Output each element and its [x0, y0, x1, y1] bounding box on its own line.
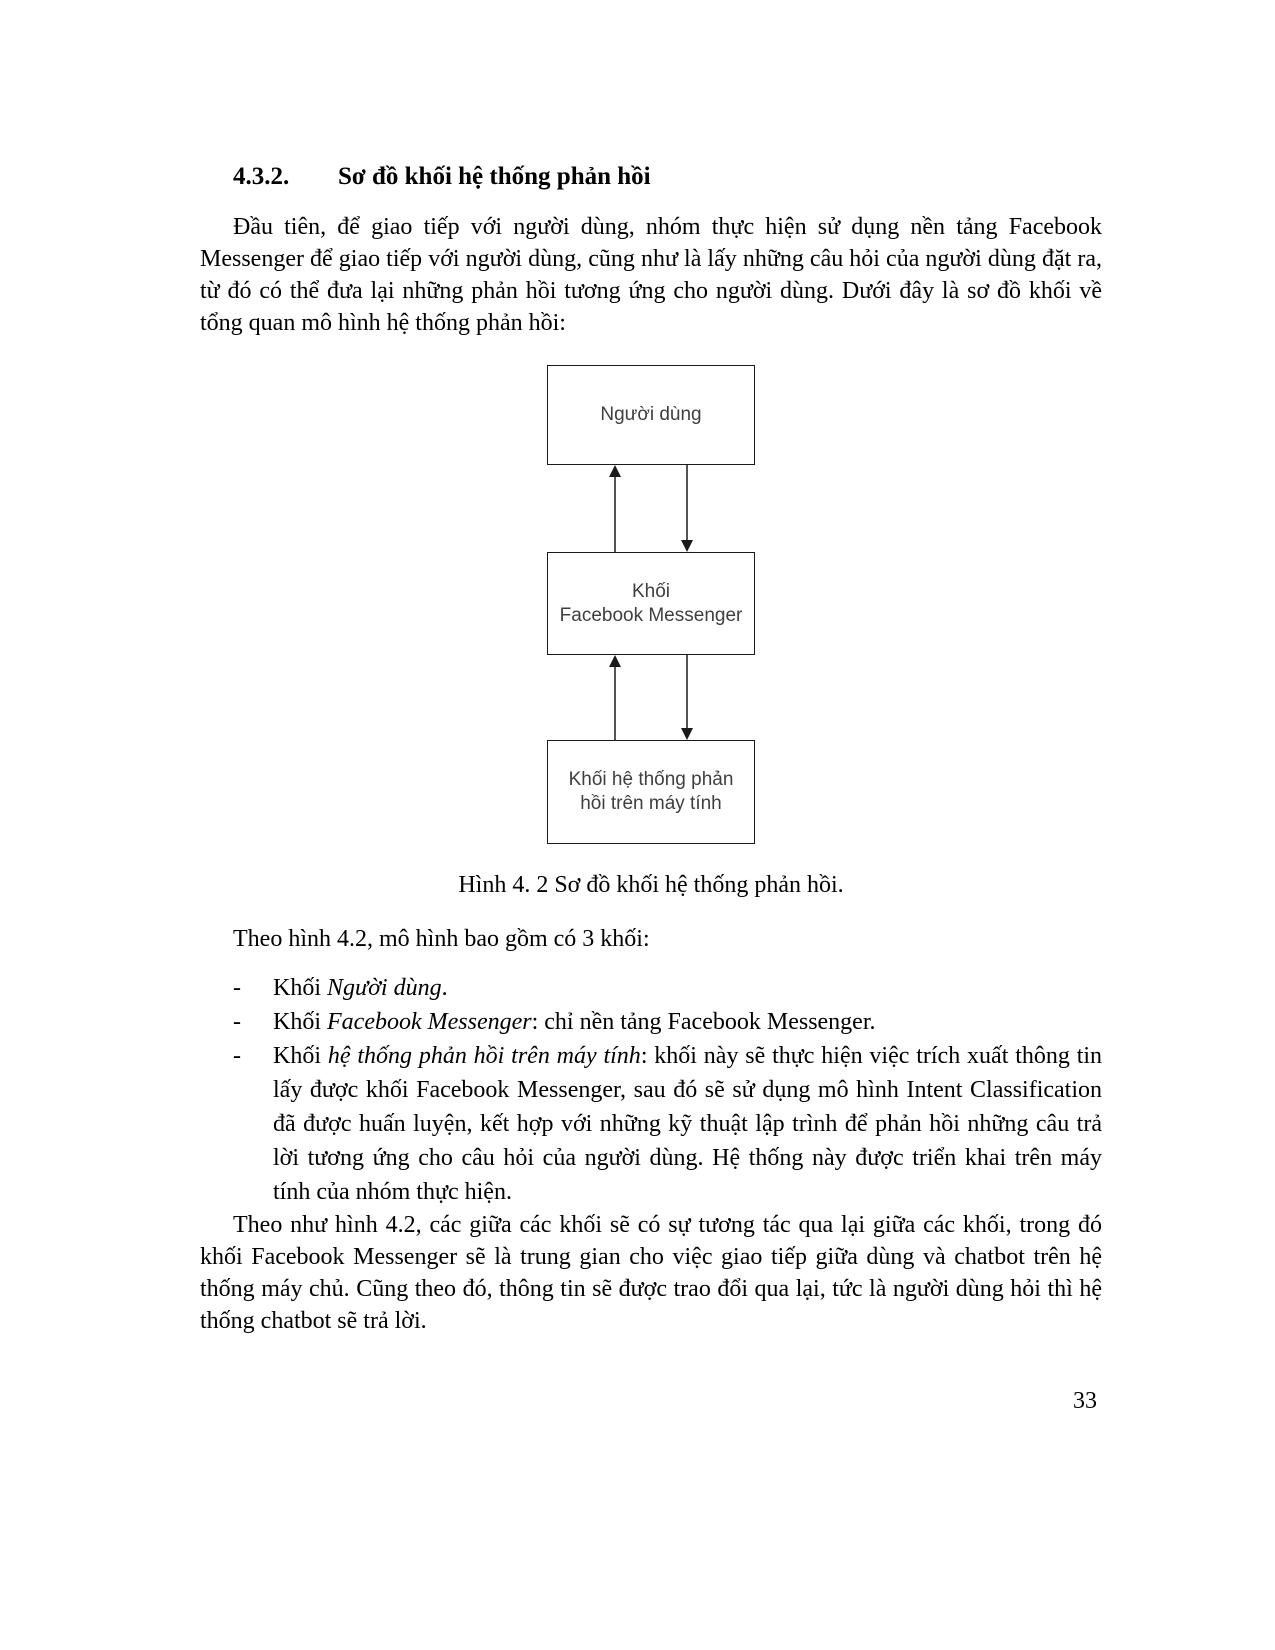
list-item: [233, 971, 1102, 1005]
list-item-marker: -: [233, 1009, 241, 1035]
closing-paragraph: Theo như hình 4.2, các giữa các khối sẽ có sự tương tác qua lại giữa các khối, trong đó khối Facebook Messenger sẽ là trung gian cho việc giao tiếp giữa dùng và chatbot trên hệ thống máy chủ. Cũng theo đó, thông tin sẽ được trao đổi qua lại, tức là người dùng hỏi thì hệ thống chatbot sẽ trả lời.: [200, 1212, 1102, 1334]
figure-caption: Hình 4. 2 Sơ đồ khối hệ thống phản hồi.: [458, 872, 844, 898]
arrow-down-icon: [681, 655, 693, 740]
block-list: [200, 971, 1102, 1209]
arrow-up-icon: [609, 655, 621, 740]
section-title: Sơ đồ khối hệ thống phản hồi: [338, 163, 651, 190]
diagram-box-response-system-label-line2: hồi trên máy tính: [580, 793, 722, 814]
diagram-box-messenger-label-line2: Facebook Messenger: [559, 604, 743, 626]
section-heading: [233, 163, 1102, 191]
block-diagram: [200, 365, 1102, 844]
list-item-marker: -: [233, 1043, 241, 1069]
page-content: [200, 163, 1102, 1337]
diagram-box-messenger: [547, 552, 755, 655]
intro-paragraph: Đầu tiên, để giao tiếp với người dùng, nhóm thực hiện sử dụng nền tảng Facebook Messenger để giao tiếp với người dùng, cũng như là lấy những câu hỏi của người dùng đặt ra, từ đó có thể đưa lại những phản hồi tương ứng cho người dùng. Dưới đây là sơ đồ khối về tổng quan mô hình hệ thống phản hồi:: [200, 214, 1102, 336]
arrow-down-icon: [681, 465, 693, 552]
list-item: [233, 1039, 1102, 1209]
list-intro-paragraph: Theo hình 4.2, mô hình bao gồm có 3 khối:: [233, 926, 650, 952]
page-number: 33: [1073, 1388, 1097, 1414]
list-item-marker: -: [233, 975, 241, 1001]
diagram-box-messenger-label-line1: Khối: [631, 580, 671, 602]
list-item-text: Khối Người dùng.: [273, 975, 448, 1001]
connector-arrows-1: [547, 465, 755, 552]
list-item: [233, 1005, 1102, 1039]
connector-arrows-2: [547, 655, 755, 740]
diagram-box-response-system-label-line1: Khối hệ thống phản: [568, 769, 734, 790]
diagram-box-user: [547, 365, 755, 465]
arrow-up-icon: [609, 465, 621, 552]
list-item-text: Khối hệ thống phản hồi trên máy tính: khối này sẽ thực hiện việc trích xuất thông tin lấy được khối Facebook Messenger, sau đó sẽ sử dụng mô hình Intent Classification đã được huấn luyện, kết hợp với những kỹ thuật lập trình để phản hồi những câu trả lời tương ứng cho câu hỏi của người dùng. Hệ thống này được triển khai trên máy tính của nhóm thực hiện.: [273, 1043, 1103, 1205]
list-item-text: Khối Facebook Messenger: chỉ nền tảng Facebook Messenger.: [273, 1009, 876, 1035]
diagram-box-user-label: Người dùng: [600, 404, 702, 425]
section-number: 4.3.2.: [233, 163, 290, 190]
diagram-box-response-system: [547, 740, 755, 844]
